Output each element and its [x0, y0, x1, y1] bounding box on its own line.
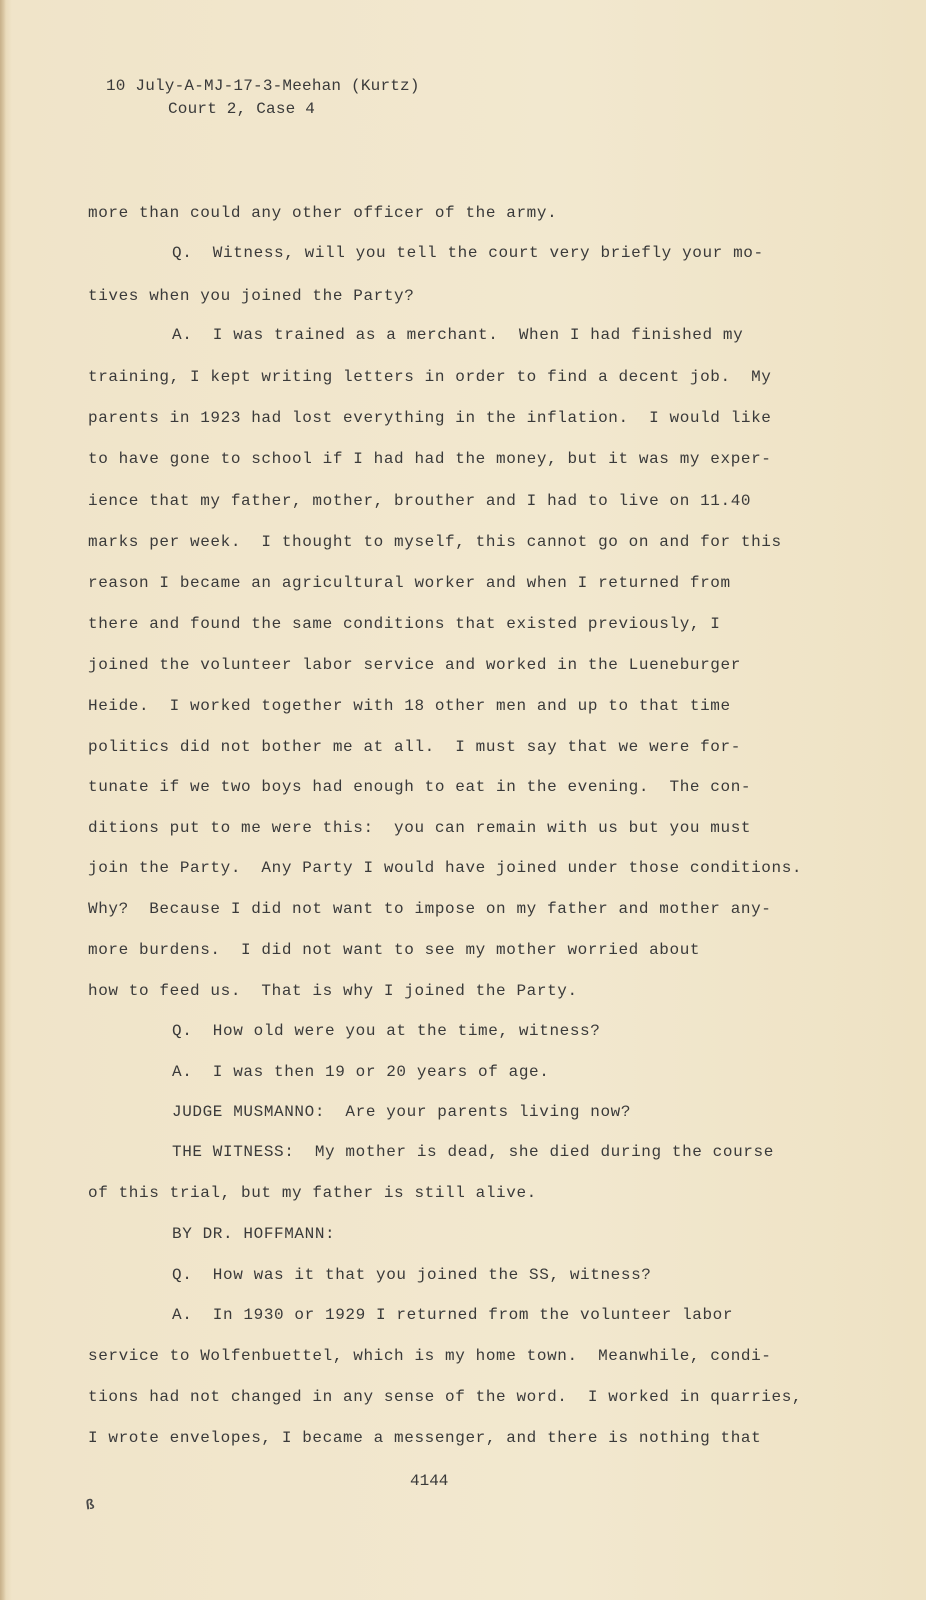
text-line-17: join the Party. Any Party I would have joined under those conditions. — [88, 859, 803, 877]
text-line-20: how to feed us. That is why I joined the Party. — [88, 982, 578, 1000]
text-line-19: more burdens. I did not want to see my mother worried about — [88, 941, 701, 959]
text-line-10: reason I became an agricultural worker and when I returned from — [88, 574, 731, 592]
text-line-2: Q. Witness, will you tell the court very briefly your mo- — [172, 244, 764, 262]
text-line-15: tunate if we two boys had enough to eat in the evening. The con- — [88, 778, 752, 796]
text-line-3: tives when you joined the Party? — [88, 287, 415, 305]
text-line-6: parents in 1923 had lost everything in the inflation. I would like — [88, 409, 772, 427]
text-line-28: A. In 1930 or 1929 I returned from the volunteer labor — [172, 1306, 734, 1324]
header-court-case: Court 2, Case 4 — [168, 100, 316, 118]
text-line-22: A. I was then 19 or 20 years of age. — [172, 1063, 550, 1081]
text-line-12: joined the volunteer labor service and worked in the Lueneburger — [88, 656, 741, 674]
text-line-24: THE WITNESS: My mother is dead, she died during the course — [172, 1143, 774, 1161]
text-line-7: to have gone to school if I had had the money, but it was my exper- — [88, 450, 772, 468]
text-line-8: ience that my father, mother, brouther and I had to live on 11.40 — [88, 492, 752, 510]
text-line-25: of this trial, but my father is still alive. — [88, 1184, 537, 1202]
text-line-26: BY DR. HOFFMANN: — [172, 1225, 336, 1243]
header-case-reference: 10 July-A-MJ-17-3-Meehan (Kurtz) — [106, 77, 420, 95]
text-line-31: I wrote envelopes, I became a messenger, and there is nothing that — [88, 1429, 762, 1447]
text-line-29: service to Wolfenbuettel, which is my home town. Meanwhile, condi- — [88, 1347, 772, 1365]
text-line-27: Q. How was it that you joined the SS, witness? — [172, 1266, 652, 1284]
text-line-16: ditions put to me were this: you can remain with us but you must — [88, 819, 752, 837]
text-line-30: tions had not changed in any sense of the word. I worked in quarries, — [88, 1388, 803, 1406]
text-line-5: training, I kept writing letters in order to find a decent job. My — [88, 368, 772, 386]
text-line-23: JUDGE MUSMANNO: Are your parents living now? — [172, 1103, 632, 1121]
text-line-1: more than could any other officer of the army. — [88, 204, 558, 222]
text-line-11: there and found the same conditions that existed previously, I — [88, 615, 721, 633]
text-line-4: A. I was trained as a merchant. When I had finished my — [172, 326, 744, 344]
text-line-13: Heide. I worked together with 18 other men and up to that time — [88, 697, 731, 715]
text-line-14: politics did not bother me at all. I must say that we were for- — [88, 738, 741, 756]
text-line-9: marks per week. I thought to myself, this cannot go on and for this — [88, 533, 782, 551]
corner-mark: ß — [84, 1497, 96, 1515]
page-number: 4144 — [410, 1472, 449, 1490]
text-line-18: Why? Because I did not want to impose on my father and mother any- — [88, 900, 772, 918]
text-line-21: Q. How old were you at the time, witness? — [172, 1022, 601, 1040]
